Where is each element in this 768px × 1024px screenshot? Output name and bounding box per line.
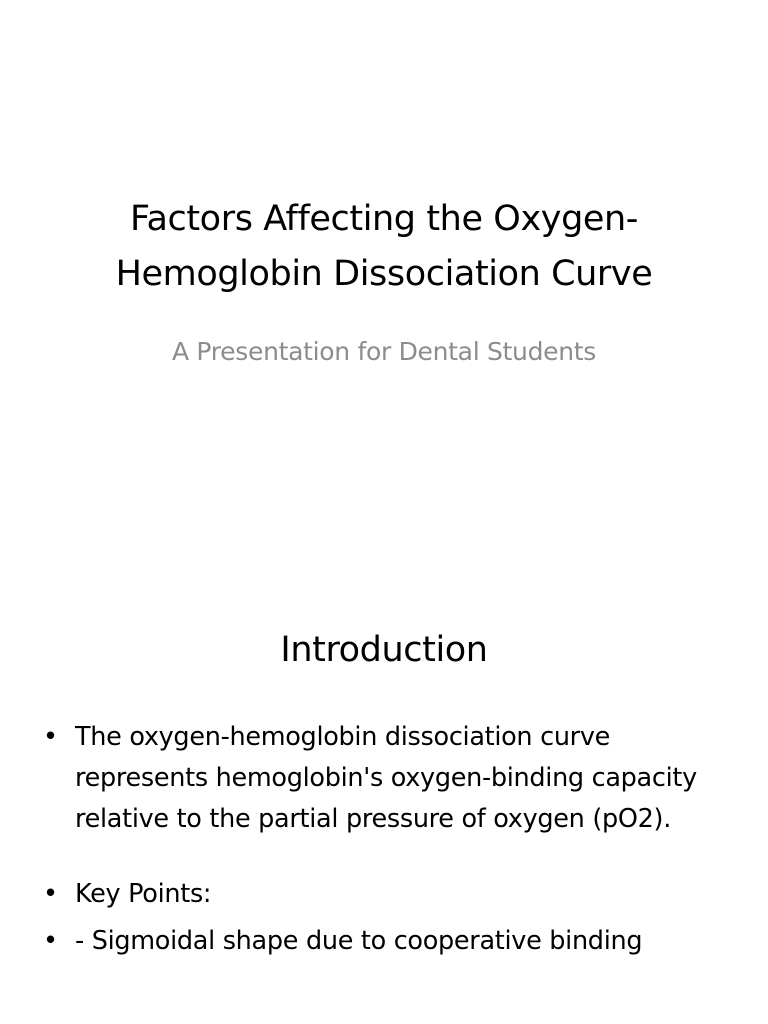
presentation-title: Factors Affecting the Oxygen-Hemoglobin Dissociation Curve xyxy=(115,199,653,294)
slide-heading: Introduction xyxy=(280,630,488,670)
bullet-item: • - Sigmoidal shape due to cooperative binding xyxy=(40,921,730,962)
bullet-list xyxy=(40,717,730,962)
presentation-subtitle: A Presentation for Dental Students xyxy=(171,337,597,366)
bullet-item: • The oxygen-hemoglobin dissociation curve represents hemoglobin's oxygen-binding capacity relative to the partial pressure of oxygen (pO2). xyxy=(40,717,730,840)
bullet-item: • Key Points: xyxy=(40,874,730,915)
introduction-slide xyxy=(0,576,768,1024)
